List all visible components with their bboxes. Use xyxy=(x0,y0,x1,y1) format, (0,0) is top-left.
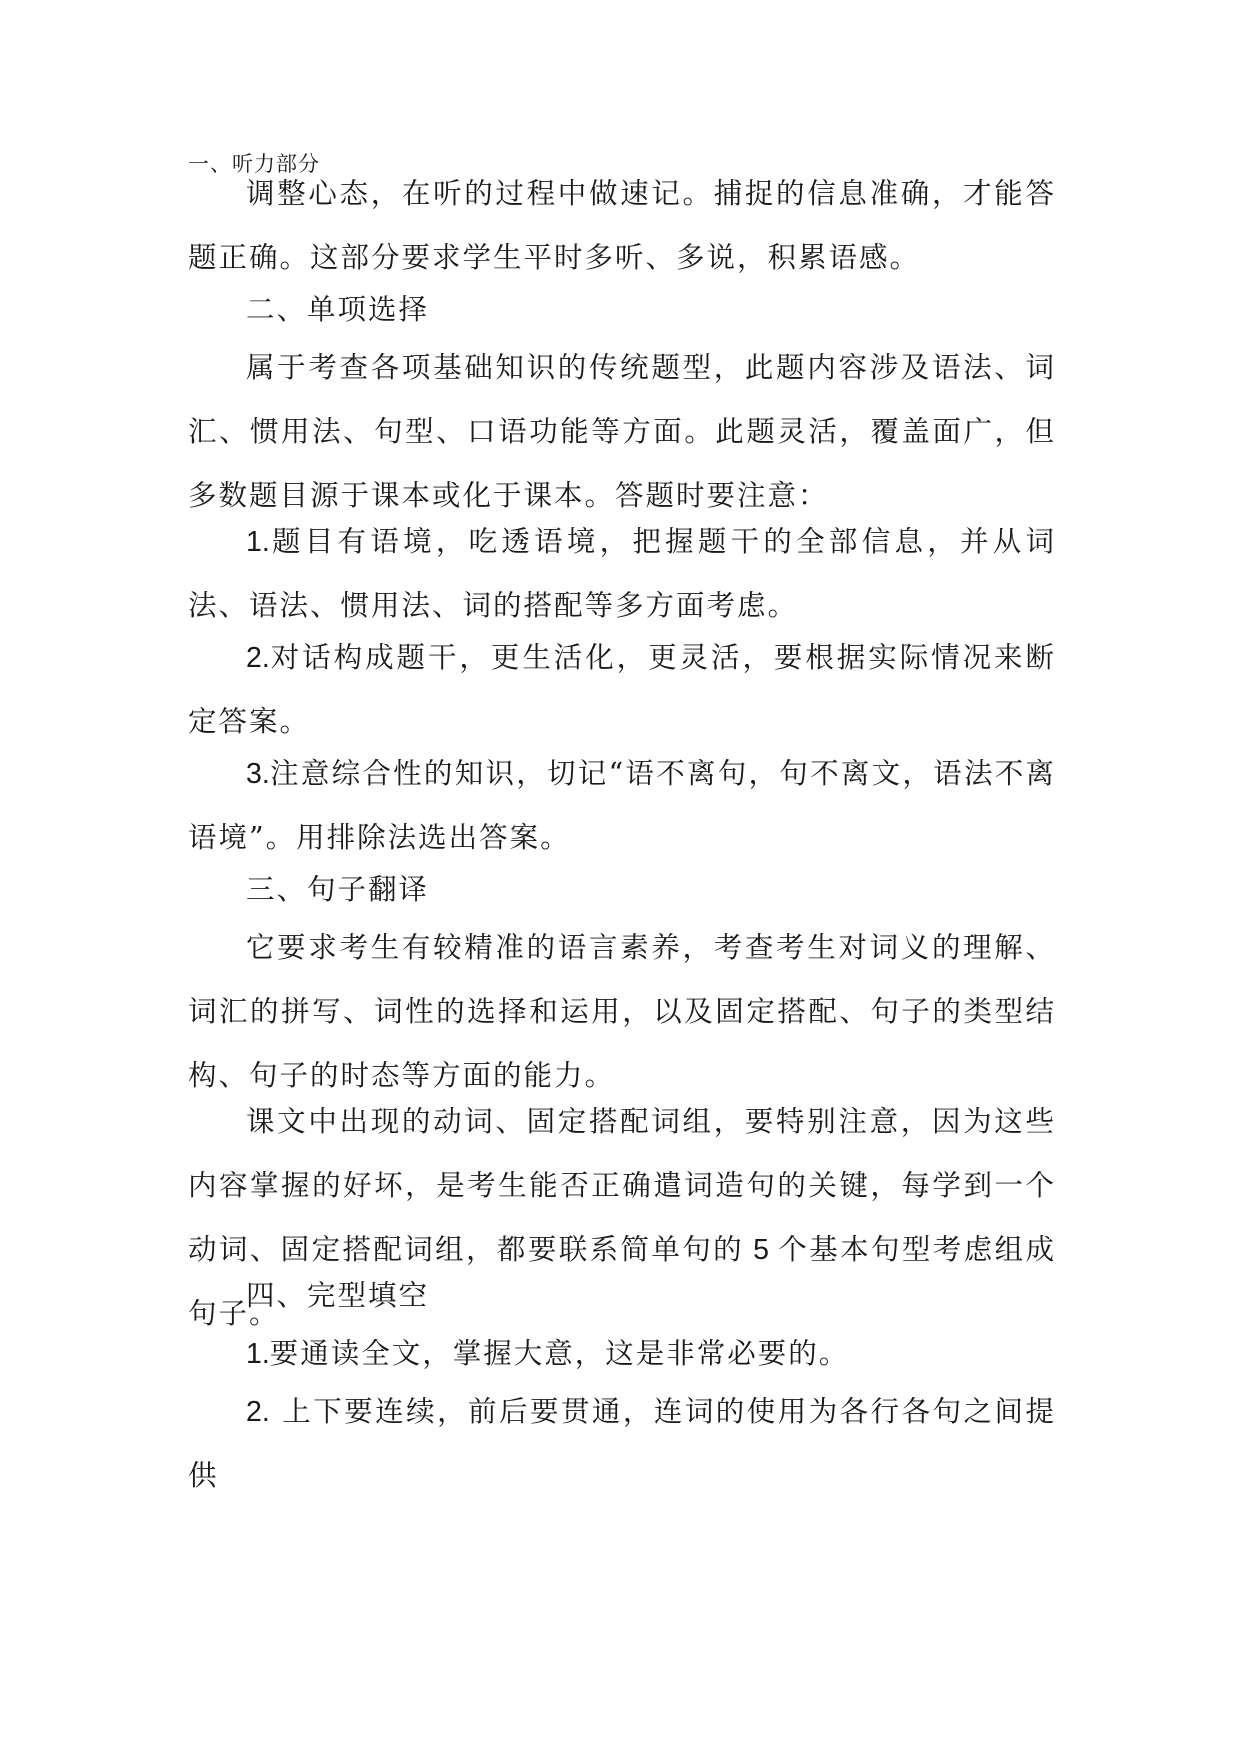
list-item-cloze-1 xyxy=(188,1322,1056,1386)
section-heading-translation: 三、句子翻译 xyxy=(246,873,430,906)
paragraph-single-choice-intro: 属于考查各项基础知识的传统题型，此题内容涉及语法、词汇、惯用法、句型、口语功能等方面。此题灵活，覆盖面广，但多数题目源于课本或化于课本。答题时要注意： xyxy=(188,351,1056,512)
paragraph-translation-1: 它要求考生有较精准的语言素养，考查考生对词义的理解、词汇的拼写、词性的选择和运用，以及固定搭配、句子的类型结构、句子的时态等方面的能力。 xyxy=(188,931,1056,1092)
list-item-text: 对话构成题干，更生活化，更灵活，要根据实际情况来断定答案。 xyxy=(188,641,1056,738)
list-item-text: 上下要连续，前后要贯通，连词的使用为各行各句之间提供 xyxy=(188,1395,1056,1492)
paragraph-text: 课文中出现的动词、固定搭配词组，要特别注意，因为这些内容掌握的好坏，是考生能否正确遣词造句的关键，每学到一个动词、固定搭配词组，都要联系简单句的 xyxy=(188,1105,1056,1266)
section-heading-listening: 一、听力部分 xyxy=(188,152,320,176)
paragraph-listening: 调整心态，在听的过程中做速记。捕捉的信息准确，才能答题正确。这部分要求学生平时多听、多说，积累语感。 xyxy=(188,177,1056,274)
section-heading-single-choice: 二、单项选择 xyxy=(246,293,430,326)
list-number: 1. xyxy=(246,1338,270,1370)
list-item-text: 要通读全文，掌握大意，这是非常必要的。 xyxy=(269,1337,850,1370)
list-item-text: 题目有语境，吃透语境，把握题干的全部信息，并从词法、语法、惯用法、词的搭配等多方面考虑。 xyxy=(188,525,1056,622)
list-number: 1. xyxy=(246,526,270,558)
section-heading-cloze: 四、完型填空 xyxy=(246,1279,430,1312)
inline-number: 5 xyxy=(753,1234,769,1266)
list-item-single-choice-2 xyxy=(188,626,1056,754)
list-item-single-choice-3 xyxy=(188,742,1056,870)
paragraph-text: 个基本句型考虑组成句子。 xyxy=(188,1233,1056,1330)
list-number: 3. xyxy=(246,758,270,790)
list-item-cloze-2 xyxy=(188,1380,1056,1508)
list-number: 2. xyxy=(246,1396,270,1428)
list-item-text: 注意综合性的知识，切记“语不离句，句不离文，语法不离语境”。用排除法选出答案。 xyxy=(188,757,1056,854)
list-item-single-choice-1 xyxy=(188,510,1056,638)
list-number: 2. xyxy=(246,642,270,674)
